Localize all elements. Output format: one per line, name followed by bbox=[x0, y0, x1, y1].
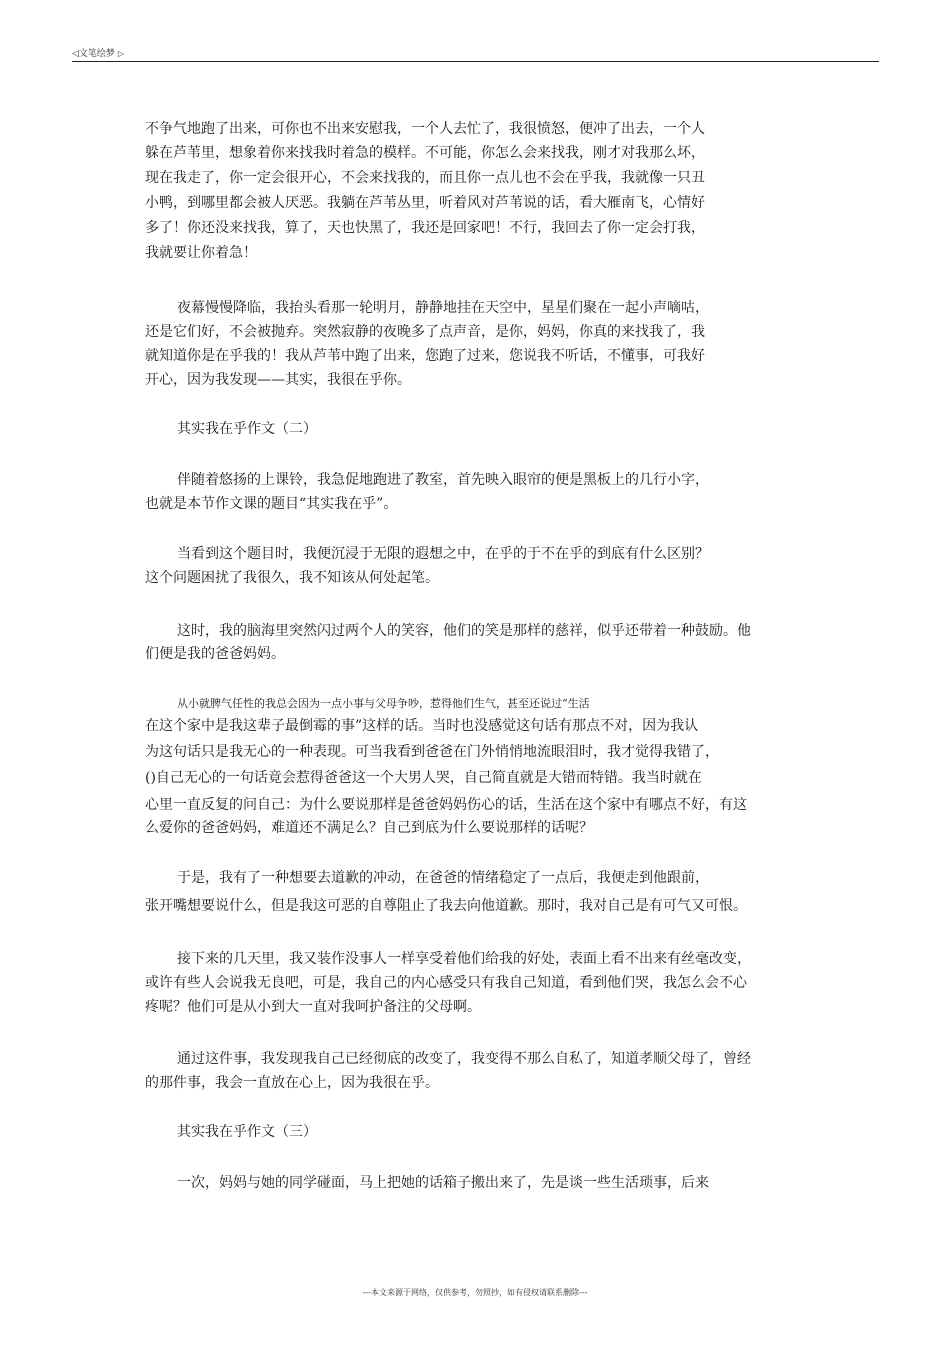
text-line: 一次，妈妈与她的同学碰面，马上把她的话箱子搬出来了，先是谈一些生活琐事，后来 bbox=[177, 1175, 709, 1191]
text-line: 心里一直反复的问自己：为什么要说那样是爸爸妈妈伤心的话，生活在这个家中有哪点不好，有这 bbox=[145, 797, 747, 813]
text-line: 通过这件事，我发现我自己已经彻底的改变了，我变得不那么自私了，知道孝顺父母了，曾经 bbox=[177, 1051, 751, 1067]
text-line: 们便是我的爸爸妈妈。 bbox=[145, 646, 285, 662]
right-triangle-icon: ▷ bbox=[117, 49, 124, 58]
text-line: 伴随着悠扬的上课铃，我急促地跑进了教室，首先映入眼帘的便是黑板上的几行小字， bbox=[177, 472, 709, 488]
text-line: 或许有些人会说我无良吧，可是，我自己的内心感受只有我自己知道，看到他们哭，我怎么会不心 bbox=[145, 975, 747, 991]
text-line: 接下来的几天里，我又装作没事人一样享受着他们给我的好处，表面上看不出来有丝毫改变， bbox=[177, 951, 751, 967]
text-line: 为这句话只是我无心的一种表现。可当我看到爸爸在门外悄悄地流眼泪时，我才觉得我错了， bbox=[145, 744, 719, 760]
text-line: 在这个家中是我这辈子最倒霉的事”这样的话。当时也没感觉这句话有那点不对，因为我认 bbox=[145, 718, 699, 734]
section-heading: 其实我在乎作文（三） bbox=[177, 1124, 317, 1140]
text-line: 我就要让你着急！ bbox=[145, 245, 257, 261]
text-line: 也就是本节作文课的题目“其实我在乎”。 bbox=[145, 496, 398, 512]
text-line: 现在我走了，你一定会很开心，不会来找我的，而且你一点儿也不会在乎我，我就像一只丑 bbox=[145, 170, 705, 186]
text-line: 张开嘴想要说什么，但是我这可恶的自尊阻止了我去向他道歉。那时，我对自己是有可气又可恨。 bbox=[145, 898, 747, 914]
text-line: 这时，我的脑海里突然闪过两个人的笑容，他们的笑是那样的慈祥，似乎还带着一种鼓励。他 bbox=[177, 623, 751, 639]
text-line: 从小就脾气任性的我总会因为一点小事与父母争吵，惹得他们生气，甚至还说过“生活 bbox=[177, 697, 590, 710]
text-line: 疼呢？他们可是从小到大一直对我呵护备注的父母啊。 bbox=[145, 999, 481, 1015]
text-line: 不争气地跑了出来，可你也不出来安慰我，一个人去忙了，我很愤怒，便冲了出去，一个人 bbox=[145, 121, 705, 137]
text-line: 的那件事，我会一直放在心上，因为我很在乎。 bbox=[145, 1075, 439, 1091]
text-line: 于是，我有了一种想要去道歉的冲动，在爸爸的情绪稳定了一点后，我便走到他跟前， bbox=[177, 870, 709, 886]
text-line: 这个问题困扰了我很久，我不知该从何处起笔。 bbox=[145, 570, 439, 586]
page-footer: ---本文来源于网络，仅供参考，勿照抄，如有侵权请联系删除--- bbox=[362, 1288, 588, 1297]
header-rule bbox=[72, 61, 879, 62]
header-title: 文笔绘梦 bbox=[78, 49, 115, 59]
text-line: 夜幕慢慢降临，我抬头看那一轮明月，静静地挂在天空中，星星们聚在一起小声嘀咕， bbox=[177, 300, 709, 316]
left-triangle-icon: ◁ bbox=[72, 49, 79, 59]
text-line: ()自己无心的一句话竟会惹得爸爸这一个大男人哭，自己简直就是大错而特错。我当时就在 bbox=[145, 770, 702, 786]
text-line: 开心，因为我发现——其实，我很在乎你。 bbox=[145, 372, 411, 388]
section-heading: 其实我在乎作文（二） bbox=[177, 421, 317, 437]
text-line: 么爱你的爸爸妈妈，难道还不满足么？自己到底为什么要说那样的话呢？ bbox=[145, 820, 593, 836]
text-line: 小鸭，到哪里都会被人厌恶。我躺在芦苇丛里，听着风对芦苇说的话，看大雁南飞，心情好 bbox=[145, 195, 705, 211]
text-line: 就知道你是在乎我的！我从芦苇中跑了出来，您跑了过来，您说我不听话，不懂事，可我好 bbox=[145, 348, 705, 364]
text-line: 还是它们好，不会被抛弃。突然寂静的夜晚多了点声音，是你，妈妈，你真的来找我了，我 bbox=[145, 324, 705, 340]
running-header bbox=[72, 46, 124, 59]
text-line: 多了！你还没来找我，算了，天也快黑了，我还是回家吧！不行，我回去了你一定会打我， bbox=[145, 220, 705, 236]
text-line: 躲在芦苇里，想象着你来找我时着急的模样。不可能，你怎么会来找我，刚才对我那么坏， bbox=[145, 145, 705, 161]
text-line: 当看到这个题目时，我便沉浸于无限的遐想之中，在乎的于不在乎的到底有什么区别？ bbox=[177, 546, 709, 562]
